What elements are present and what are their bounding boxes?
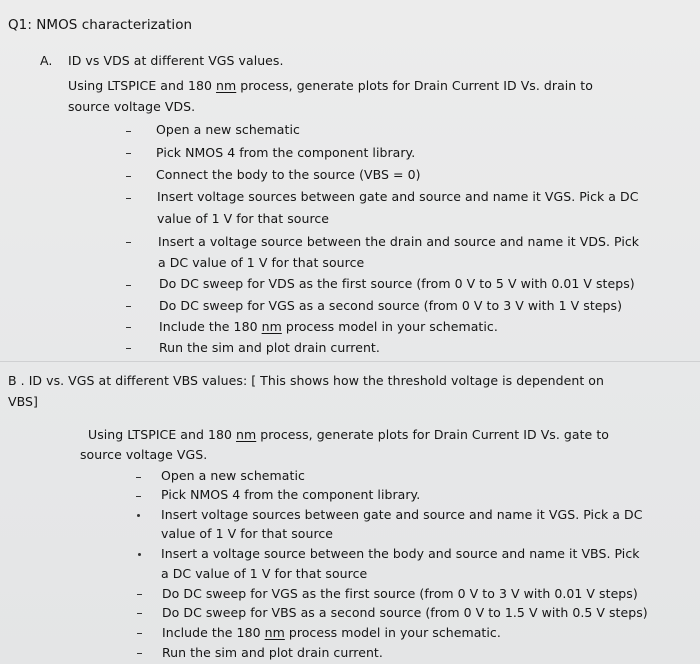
part-a-intro-line2: source voltage VDS. bbox=[68, 99, 196, 114]
part-b-step-2: Pick NMOS 4 from the component library. bbox=[161, 487, 421, 502]
part-a-intro-line1 bbox=[68, 78, 593, 94]
part-a-step-4: Insert voltage sources between gate and source and name it VGS. Pick a DC bbox=[157, 189, 639, 204]
part-a-step-7: Do DC sweep for VGS as a second source (from 0 V to 3 V with 1 V steps) bbox=[159, 298, 623, 313]
part-b-step-7-text-a: Include the 180 bbox=[162, 625, 265, 640]
bullet-dash bbox=[136, 477, 141, 478]
part-b-step-8: Run the sim and plot drain current. bbox=[162, 645, 383, 660]
part-a-step-8-nm: nm bbox=[261, 319, 282, 334]
part-a-step-5-cont: a DC value of 1 V for that source bbox=[158, 255, 365, 270]
part-b-intro-line1 bbox=[88, 427, 609, 443]
bullet-dash bbox=[137, 653, 142, 654]
bullet-dot bbox=[138, 553, 141, 556]
part-b-step-4: Insert a voltage source between the body and source and name it VBS. Pick bbox=[161, 546, 640, 561]
bullet-dot bbox=[137, 514, 140, 517]
part-a-intro-nm: nm bbox=[216, 78, 237, 93]
part-a-intro-text-a: Using LTSPICE and 180 bbox=[68, 78, 217, 93]
part-a-step-4-cont: value of 1 V for that source bbox=[157, 211, 330, 226]
part-b-step-7 bbox=[162, 625, 501, 641]
bullet-dash bbox=[126, 306, 131, 307]
part-b-step-5: Do DC sweep for VGS as the first source (from 0 V to 3 V with 0.01 V steps) bbox=[162, 586, 638, 601]
bullet-dash bbox=[126, 176, 131, 177]
part-b-step-7-nm: nm bbox=[264, 625, 285, 640]
part-b-intro-nm: nm bbox=[236, 427, 257, 442]
part-b-heading-line2: VBS] bbox=[8, 394, 38, 409]
section-divider bbox=[0, 361, 700, 362]
bullet-dash bbox=[126, 285, 131, 286]
bullet-dash bbox=[126, 327, 131, 328]
part-a-step-8-text-a: Include the 180 bbox=[159, 319, 262, 334]
part-b-intro-line2: source voltage VGS. bbox=[80, 447, 208, 462]
bullet-dash bbox=[136, 496, 141, 497]
part-a-step-6: Do DC sweep for VDS as the first source (from 0 V to 5 V with 0.01 V steps) bbox=[159, 276, 635, 291]
bullet-dash bbox=[126, 242, 131, 243]
part-a-step-8 bbox=[159, 319, 498, 335]
part-a-label: A. bbox=[40, 53, 53, 68]
part-a-step-3: Connect the body to the source (VBS = 0) bbox=[156, 167, 421, 182]
part-b-intro-text-a: Using LTSPICE and 180 bbox=[88, 427, 237, 442]
part-b-step-4-cont: a DC value of 1 V for that source bbox=[161, 566, 368, 581]
question-title: Q1: NMOS characterization bbox=[8, 17, 193, 33]
part-b-step-1: Open a new schematic bbox=[161, 468, 305, 483]
part-b-step-3-cont: value of 1 V for that source bbox=[161, 526, 334, 541]
part-b-step-3: Insert voltage sources between gate and source and name it VGS. Pick a DC bbox=[161, 507, 643, 522]
part-b-step-7-text-b: process model in your schematic. bbox=[284, 625, 501, 640]
bullet-dash bbox=[126, 153, 131, 154]
bullet-dash bbox=[126, 198, 131, 199]
part-b-heading-line1: B . ID vs. VGS at different VBS values: [ This shows how the threshold voltage is dependent on bbox=[8, 373, 604, 388]
bullet-dash bbox=[137, 613, 142, 614]
part-b-step-6: Do DC sweep for VBS as a second source (from 0 V to 1.5 V with 0.5 V steps) bbox=[162, 605, 648, 620]
part-a-step-5: Insert a voltage source between the drain and source and name it VDS. Pick bbox=[158, 234, 640, 249]
bullet-dash bbox=[137, 633, 142, 634]
part-a-intro-text-b: process, generate plots for Drain Current ID Vs. drain to bbox=[236, 78, 593, 93]
part-a-step-8-text-b: process model in your schematic. bbox=[281, 319, 498, 334]
part-a-heading: ID vs VDS at different VGS values. bbox=[68, 53, 284, 68]
part-b-intro-text-b: process, generate plots for Drain Current ID Vs. gate to bbox=[256, 427, 609, 442]
part-a-step-9: Run the sim and plot drain current. bbox=[159, 340, 380, 355]
bullet-dash bbox=[126, 131, 131, 132]
part-a-step-2: Pick NMOS 4 from the component library. bbox=[156, 145, 416, 160]
bullet-dash bbox=[137, 594, 142, 595]
bullet-dash bbox=[126, 348, 131, 349]
part-a-step-1: Open a new schematic bbox=[156, 122, 300, 137]
